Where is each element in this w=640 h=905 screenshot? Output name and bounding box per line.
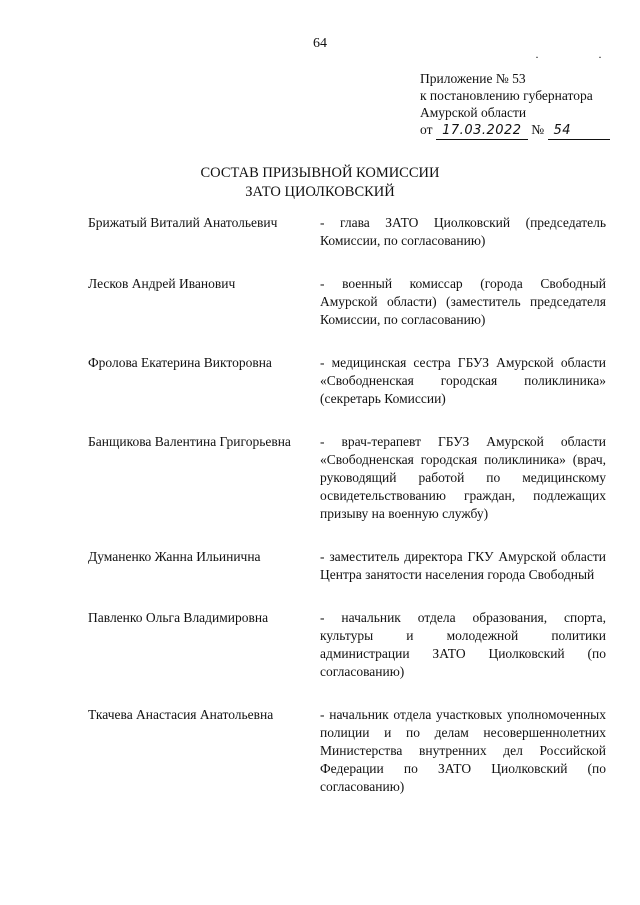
- member-row: [88, 354, 606, 408]
- member-row: [88, 706, 606, 796]
- member-row: [88, 548, 606, 584]
- member-role: - врач-терапевт ГБУЗ Амурской области «Свободненская городская поликлиника» (врач, руководящий работой по медицинскому освидетельствованию граждан, подлежащих призыву на военную службу): [320, 434, 606, 521]
- member-row: [88, 275, 606, 329]
- member-role: - начальник отдела участковых уполномоченных полиции и по делам несовершеннолетних Министерства внутренних дел Российской Федерации по ЗАТО Циолковский (по согласованию): [320, 707, 606, 794]
- from-label: от: [420, 122, 433, 137]
- member-role: - медицинская сестра ГБУЗ Амурской области «Свободненская городская поликлиника» (секретарь Комиссии): [320, 355, 606, 406]
- members-list: [88, 214, 606, 796]
- header-marks: · ·: [535, 50, 630, 64]
- member-role: - заместитель директора ГКУ Амурской области Центра занятости населения города Свободный: [320, 549, 606, 582]
- member-name: Фролова Екатерина Викторовна: [88, 355, 272, 370]
- member-role: - военный комиссар (города Свободный Амурской области) (заместитель председателя Комиссии, по согласованию): [320, 276, 606, 327]
- appendix-date-line: [420, 121, 610, 140]
- member-row: [88, 433, 606, 523]
- page-number: 64: [313, 36, 327, 51]
- member-row: [88, 214, 606, 250]
- member-name: Думаненко Жанна Ильинична: [88, 549, 261, 564]
- member-name: Брижатый Виталий Анатольевич: [88, 215, 278, 230]
- member-role: - начальник отдела образования, спорта, культуры и молодежной политики администрации ЗАТО Циолковский (по согласованию): [320, 610, 606, 679]
- appendix-decree-ref: к постановлению губернатора: [420, 88, 593, 103]
- member-name: Лесков Андрей Иванович: [88, 276, 236, 291]
- number-label: №: [531, 122, 545, 137]
- handwritten-number: 54: [548, 122, 610, 140]
- member-name: Ткачева Анастасия Анатольевна: [88, 707, 274, 722]
- appendix-block: [420, 70, 610, 140]
- member-name: Банщикова Валентина Григорьевна: [88, 434, 291, 449]
- member-row: [88, 609, 606, 681]
- member-name: Павленко Ольга Владимировна: [88, 610, 269, 625]
- title-line-2: ЗАТО ЦИОЛКОВСКИЙ: [245, 184, 395, 200]
- title-line-1: СОСТАВ ПРИЗЫВНОЙ КОМИССИИ: [200, 165, 440, 181]
- member-role: - глава ЗАТО Циолковский (председатель Комиссии, по согласованию): [320, 215, 606, 248]
- appendix-region: Амурской области: [420, 105, 527, 120]
- document-title: [0, 164, 640, 202]
- handwritten-date: 17.03.2022: [436, 122, 528, 140]
- appendix-number: Приложение № 53: [420, 71, 526, 86]
